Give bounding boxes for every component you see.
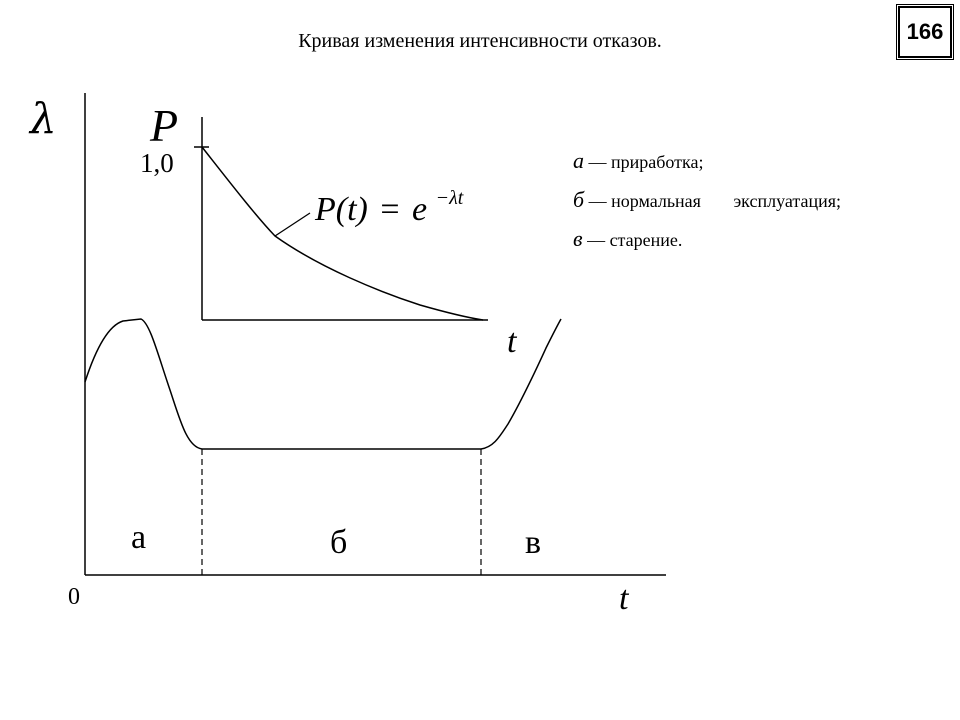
legend-dash-c: — <box>587 230 606 250</box>
inset-p-axis-label: P <box>150 100 179 151</box>
legend-item-a <box>573 142 841 181</box>
reliability-formula <box>314 187 464 228</box>
failure-rate-curve <box>85 319 561 449</box>
inset-t-axis-label: t <box>507 323 517 360</box>
formula-exponent: −λt <box>435 187 464 209</box>
formula-equals: = <box>380 191 400 228</box>
origin-label: 0 <box>68 584 80 610</box>
legend-text-b-part2: эксплуатация; <box>733 191 841 211</box>
region-label-a: а <box>131 519 147 556</box>
legend-text-c: старение. <box>609 230 683 250</box>
legend-letter-c: в <box>573 226 583 251</box>
formula-base: e <box>412 191 428 228</box>
legend-dash-b: — <box>588 191 607 211</box>
legend-item-b <box>573 181 841 220</box>
inset-tick-label: 1,0 <box>140 148 174 178</box>
main-t-axis-label: t <box>619 580 629 617</box>
legend-dash-a: — <box>588 152 607 172</box>
formula-lhs: P(t) <box>315 191 368 228</box>
legend-text-a: приработка; <box>611 152 704 172</box>
lambda-axis-label: λ <box>30 94 57 143</box>
legend-letter-b: б <box>573 187 585 212</box>
legend-letter-a: а <box>573 148 584 173</box>
reliability-curve <box>202 147 483 320</box>
region-label-c: в <box>525 524 542 561</box>
region-label-b: б <box>330 524 348 561</box>
page-number-badge: 166 <box>898 6 952 58</box>
page-title: Кривая изменения интенсивности отказов. <box>298 30 662 52</box>
formula-leader-line <box>275 213 310 236</box>
legend-item-c <box>573 220 841 259</box>
legend-text-b-part1: нормальная <box>611 191 701 211</box>
legend <box>573 142 841 259</box>
